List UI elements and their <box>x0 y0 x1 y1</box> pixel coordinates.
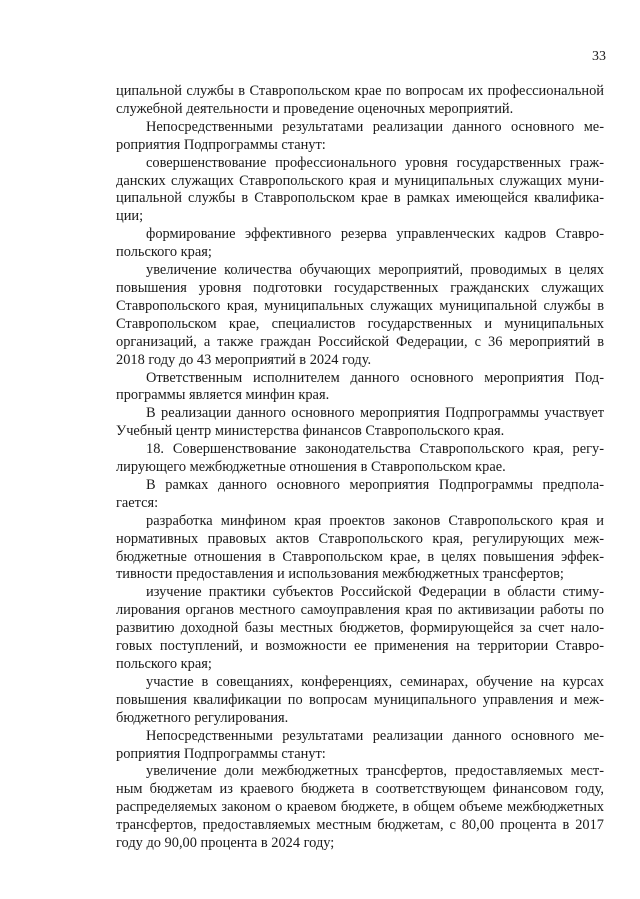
paragraph: В реализации данного основного мероприятия Подпрограммы участвует Учебный центр министерства финансов Ставропольского края. <box>116 405 604 440</box>
paragraph: ципальной службы в Ставропольском крае по вопросам их профессиональной служебной деятельности и проведение оценочных мероприятий. <box>116 83 604 117</box>
paragraph: Непосредственными результатами реализации данного основного мероприятия Подпрограммы станут: <box>116 727 604 762</box>
paragraph: совершенствование профессионального уровня государственных гражданских служащих Ставропольского края и муниципальных служащих муниципальной службы в Ставропольском крае в рамках имеющейся квалификации; <box>116 154 604 225</box>
paragraph: В рамках данного основного мероприятия Подпрограммы предполагается: <box>116 476 604 511</box>
paragraph: изучение практики субъектов Российской Федерации в области стимулирования органов местного самоуправления края по активизации работы по развитию доходной базы местных бюджетов, формирующейся за счет налоговых поступлений, и возможности ее применения на территории Ставропольского края; <box>116 584 604 672</box>
paragraph: увеличение доли межбюджетных трансфертов, предоставляемых местным бюджетам из краевого бюджета в соответствующем финансовом году, распределяемых законом о краевом бюджете, в общем объеме межбюджетных трансфертов, предоставляемых местным бюджетам, с 80,00 процента в 2017 году до 90,00 процента в 2024 году; <box>116 763 604 852</box>
document-body <box>116 83 604 853</box>
page-number: 33 <box>592 49 606 64</box>
paragraph: формирование эффективного резерва управленческих кадров Ставропольского края; <box>116 226 604 261</box>
paragraph: увеличение количества обучающих мероприятий, проводимых в целях повышения уровня подготовки государственных гражданских служащих Ставропольского края, муниципальных служащих муниципальной службы в Ставропольском крае, специалистов государственных и муниципальных организаций, а также граждан Российской Федерации, с 36 мероприятий в 2018 году до 43 мероприятий в 2024 году. <box>116 262 604 368</box>
paragraph: 18. Совершенствование законодательства Ставропольского края, регулирующего межбюджетные отношения в Ставропольском крае. <box>116 441 604 476</box>
paragraph: Ответственным исполнителем данного основного мероприятия Подпрограммы является минфин края. <box>116 369 604 404</box>
paragraph: Непосредственными результатами реализации данного основного мероприятия Подпрограммы станут: <box>116 118 604 153</box>
paragraph: разработка минфином края проектов законов Ставропольского края и нормативных правовых актов Ставропольского края, регулирующих межбюджетные отношения в Ставропольском крае, в целях повышения эффективности предоставления и использования межбюджетных трансфертов; <box>116 512 604 583</box>
paragraph: участие в совещаниях, конференциях, семинарах, обучение на курсах повышения квалификации по вопросам муниципального управления и межбюджетного регулирования. <box>116 673 604 726</box>
